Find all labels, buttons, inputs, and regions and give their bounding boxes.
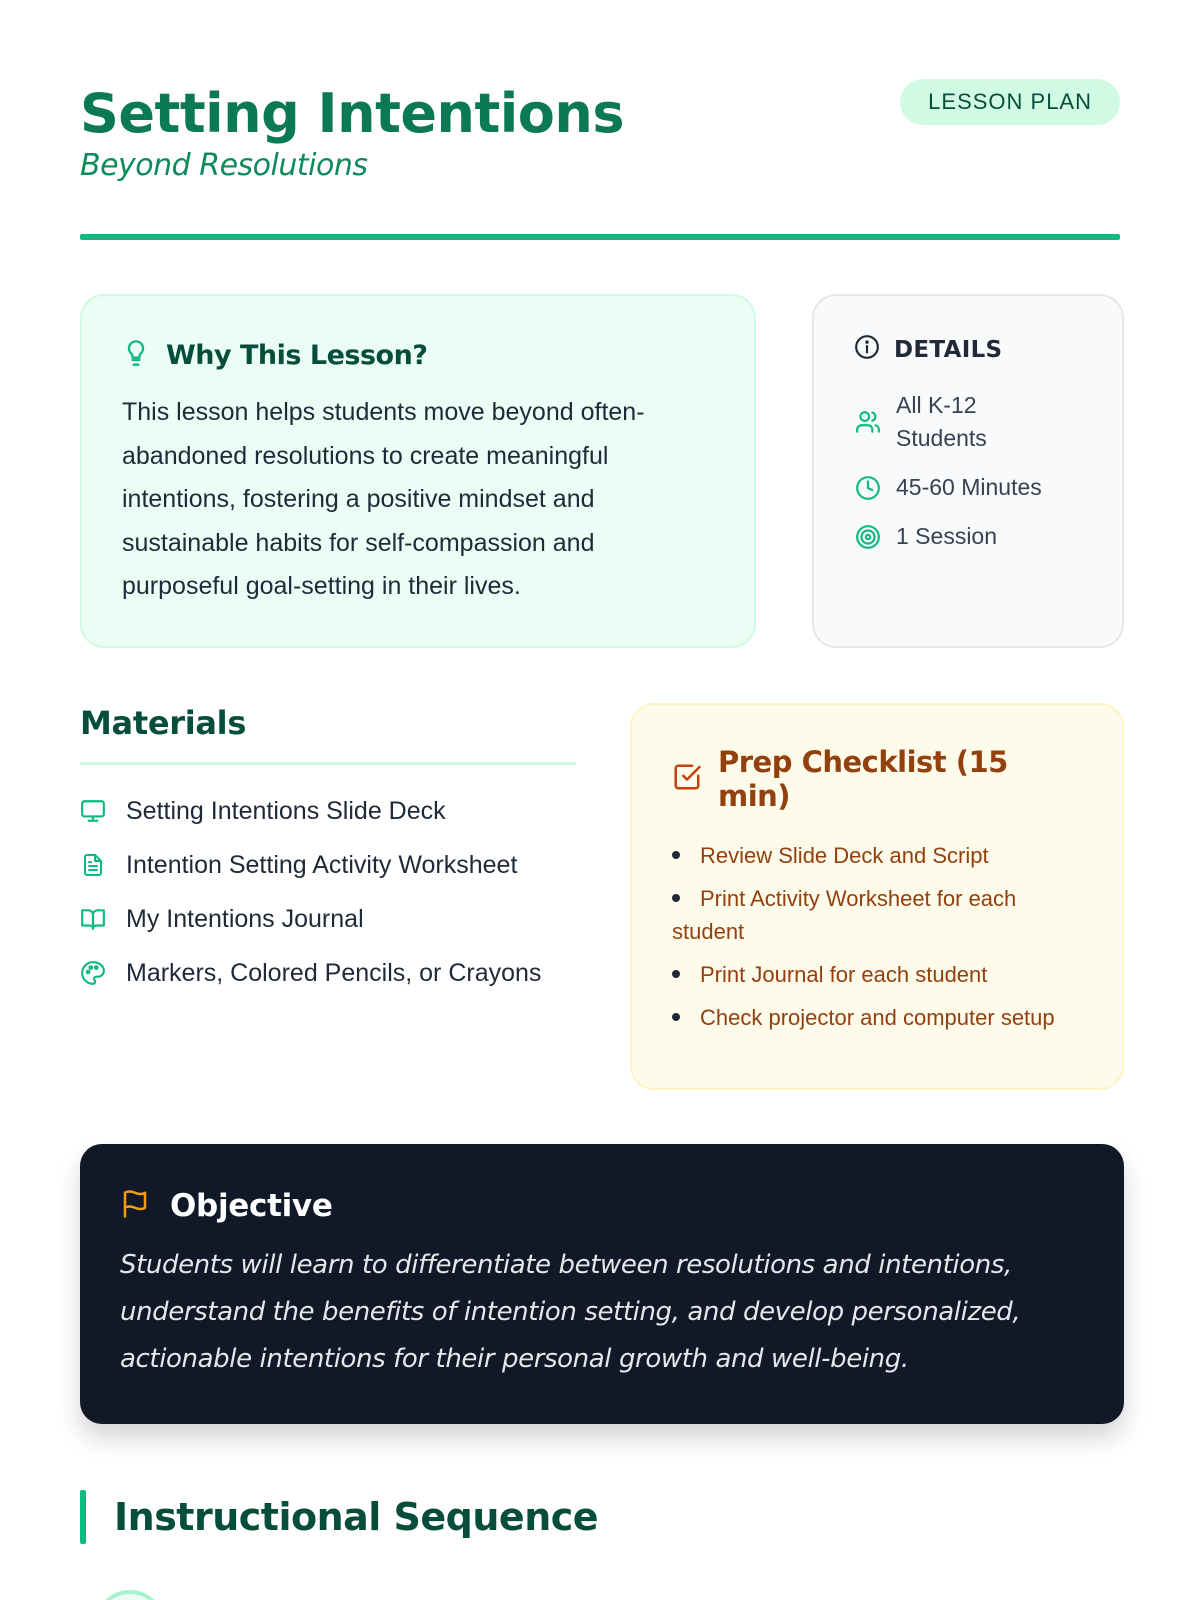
details-title: DETAILS	[894, 336, 1003, 363]
header-divider	[80, 234, 1120, 240]
list-item	[80, 793, 576, 829]
prep-checklist-card	[630, 703, 1124, 1090]
info-icon	[854, 334, 880, 365]
book-icon	[80, 906, 106, 932]
material-text: My Intentions Journal	[126, 904, 364, 933]
materials-section	[80, 704, 576, 1009]
objective-card	[80, 1144, 1124, 1424]
objective-header	[120, 1188, 1084, 1224]
sequence-title: Instructional Sequence	[114, 1495, 599, 1539]
bullet-icon	[672, 1013, 680, 1021]
detail-sessions-text: 1 Session	[896, 523, 998, 549]
why-card-header	[122, 336, 714, 375]
prep-item-text: Review Slide Deck and Script	[700, 843, 989, 868]
detail-duration-text: 45-60 Minutes	[896, 474, 1042, 500]
page-subtitle: Beyond Resolutions	[80, 148, 368, 183]
page-title: Setting Intentions	[80, 82, 624, 145]
material-text: Markers, Colored Pencils, or Crayons	[126, 958, 542, 987]
list-item	[672, 839, 1082, 872]
list-item	[80, 955, 576, 991]
prep-title: Prep Checklist (15 min)	[718, 745, 1008, 813]
target-icon	[854, 520, 882, 553]
bullet-icon	[672, 970, 680, 978]
bullet-icon	[672, 851, 680, 859]
detail-duration	[854, 471, 1082, 504]
checkbox-icon	[672, 762, 702, 797]
instructional-sequence-heading	[80, 1490, 598, 1544]
list-item	[672, 1001, 1082, 1034]
flag-icon	[120, 1189, 150, 1224]
clock-icon	[854, 471, 882, 504]
list-item	[672, 958, 1082, 991]
prep-list	[672, 839, 1082, 1034]
lesson-header	[80, 82, 1120, 183]
objective-title: Objective	[170, 1188, 333, 1224]
detail-audience	[854, 389, 1082, 455]
list-item	[672, 882, 1082, 948]
why-card-body: This lesson helps students move beyond often-abandoned resolutions to create meaningful intentions, fostering a positive mindset and sustainable habits for self-compassion and purposeful goal-setting in their lives.	[122, 398, 645, 600]
section-accent-bar	[80, 1490, 86, 1544]
objective-body: Students will learn to differentiate between resolutions and intentions, understand the benefits of intention setting, and develop personalized, actionable intentions for their personal growth and well-being.	[120, 1250, 1021, 1374]
list-item	[80, 901, 576, 937]
document-icon	[80, 852, 106, 878]
bullet-icon	[672, 894, 680, 902]
why-card-title: Why This Lesson?	[166, 340, 428, 371]
users-icon	[854, 405, 882, 438]
prep-header	[672, 745, 1082, 813]
prep-item-text: Print Journal for each student	[700, 962, 988, 987]
lesson-plan-badge: LESSON PLAN	[900, 79, 1120, 125]
material-text: Setting Intentions Slide Deck	[126, 796, 446, 825]
material-text: Intention Setting Activity Worksheet	[126, 850, 518, 879]
prep-item-text: Check projector and computer setup	[700, 1005, 1055, 1030]
materials-divider	[80, 762, 576, 765]
step-marker	[95, 1590, 165, 1600]
monitor-icon	[80, 798, 106, 824]
materials-list	[80, 793, 576, 991]
prep-item-text: Print Activity Worksheet for each student	[672, 886, 1017, 944]
detail-sessions	[854, 520, 1082, 553]
detail-audience-text: All K-12 Students	[896, 392, 987, 451]
materials-title: Materials	[80, 704, 247, 742]
details-card	[812, 294, 1124, 648]
palette-icon	[80, 960, 106, 986]
why-this-lesson-card	[80, 294, 756, 648]
list-item	[80, 847, 576, 883]
lightbulb-icon	[122, 336, 150, 375]
details-header	[854, 334, 1082, 365]
